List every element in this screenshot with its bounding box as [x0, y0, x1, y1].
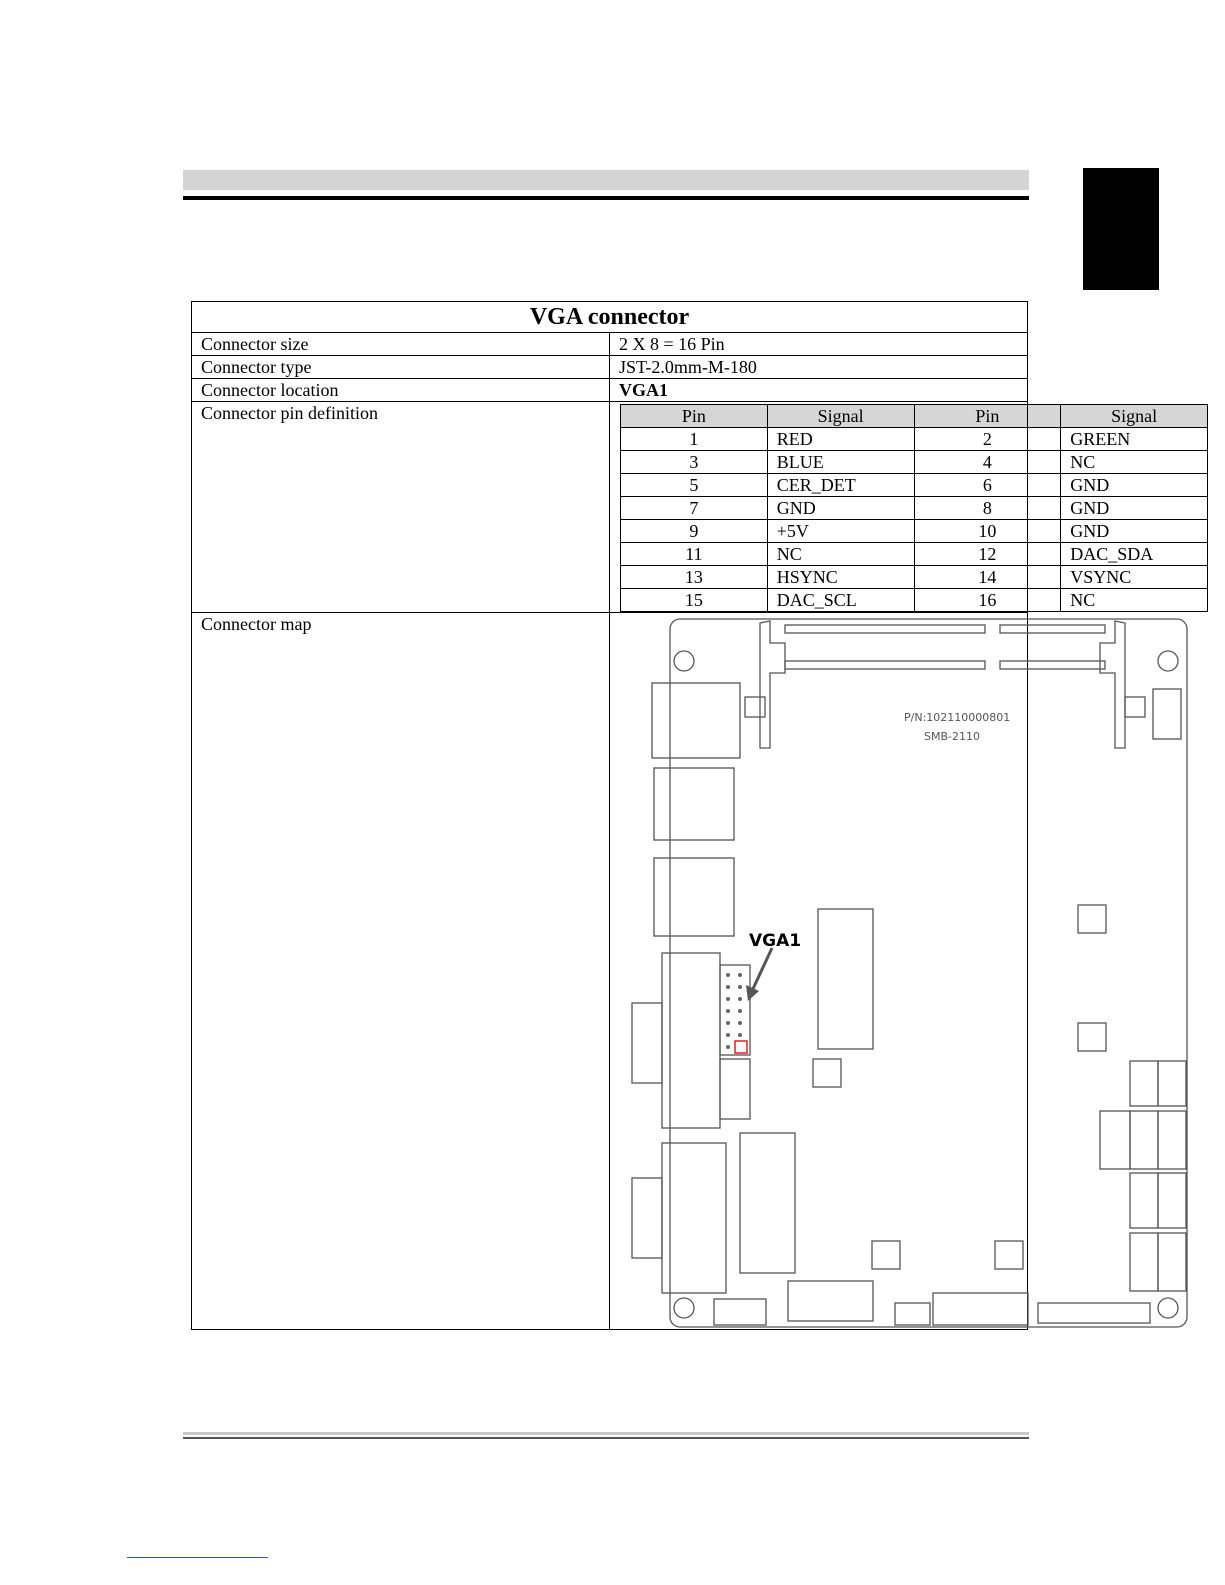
part-number-label: P/N:102110000801 [904, 711, 1011, 724]
pin-number: 4 [914, 451, 1061, 474]
header-block [1158, 1233, 1186, 1291]
pin-number: 9 [621, 520, 768, 543]
header-block [1158, 1061, 1186, 1106]
header-gray-bar [183, 170, 1029, 190]
sodimm-left-latch [760, 621, 785, 748]
mount-hole [1158, 651, 1178, 671]
sodimm-pins-top-left [785, 625, 985, 633]
value-connector-type: JST-2.0mm-M-180 [610, 356, 1028, 379]
row-connector-size [192, 333, 1028, 356]
pin-signal: DAC_SCL [767, 589, 914, 612]
dvi-flange [632, 1003, 662, 1083]
pin-signal: BLUE [767, 451, 914, 474]
pin-number: 8 [914, 497, 1061, 520]
board-outline [670, 619, 1187, 1327]
header-signal-a: Signal [767, 405, 914, 428]
mount-hole [674, 651, 694, 671]
vga1-header-lower [720, 1059, 750, 1119]
label-connector-location: Connector location [192, 379, 610, 402]
bottom-connector [895, 1303, 930, 1325]
pin-row [621, 566, 1208, 589]
header-block [1130, 1111, 1158, 1169]
model-label: SMB-2110 [924, 730, 980, 743]
header-block [1130, 1173, 1158, 1228]
value-connector-size: 2 X 8 = 16 Pin [610, 333, 1028, 356]
pin-signal: DAC_SDA [1061, 543, 1208, 566]
pin-signal: VSYNC [1061, 566, 1208, 589]
pin-table-header [621, 405, 1208, 428]
usb-stack [654, 768, 734, 840]
header-pin-b: Pin [914, 405, 1061, 428]
pin-signal: GREEN [1061, 428, 1208, 451]
pin-signal: GND [1061, 474, 1208, 497]
row-connector-type [192, 356, 1028, 379]
db-connector [662, 1143, 726, 1293]
pin1-highlight [735, 1041, 747, 1053]
pad [745, 697, 765, 717]
vga1-callout-label: VGA1 [749, 931, 802, 951]
pin-signal: +5V [767, 520, 914, 543]
pad [872, 1241, 900, 1269]
row-connector-map [192, 613, 1028, 1330]
label-connector-type: Connector type [192, 356, 610, 379]
label-connector-size: Connector size [192, 333, 610, 356]
header-block [1158, 1173, 1186, 1228]
pin-definition-cell [610, 402, 1158, 613]
label-connector-map [192, 613, 610, 1330]
pin-signal: HSYNC [767, 566, 914, 589]
pin-number: 3 [621, 451, 768, 474]
vga-connector-table [191, 301, 1158, 1330]
sodimm-pins-bottom-right [1000, 661, 1105, 669]
pad [813, 1059, 841, 1087]
dvi-connector [662, 953, 720, 1128]
pin-table [620, 404, 1208, 612]
pin-signal: CER_DET [767, 474, 914, 497]
pad [1078, 905, 1106, 933]
pad [1125, 697, 1145, 717]
pad [995, 1241, 1023, 1269]
pin-row [621, 497, 1208, 520]
connector-map-cell [610, 613, 1028, 1330]
pin-row [621, 589, 1208, 612]
footer-gray-rule [183, 1432, 1029, 1435]
minipcie-slot [818, 909, 873, 1049]
bottom-connector [1038, 1303, 1150, 1323]
pin-row [621, 543, 1208, 566]
pin-number: 14 [914, 566, 1061, 589]
pin-signal: NC [767, 543, 914, 566]
pin-number: 6 [914, 474, 1061, 497]
pin-row [621, 451, 1208, 474]
pin-number: 13 [621, 566, 768, 589]
pin-row [621, 520, 1208, 543]
pin-number: 16 [914, 589, 1061, 612]
db-flange [632, 1178, 662, 1258]
header-block [1130, 1233, 1158, 1291]
pad [1078, 1023, 1106, 1051]
label-pin-definition: Connector pin definition [192, 402, 610, 613]
pin-signal: NC [1061, 589, 1208, 612]
pin-row [621, 428, 1208, 451]
fan-header [1153, 689, 1181, 739]
pin-number: 11 [621, 543, 768, 566]
sodimm-pins-top-right [1000, 625, 1105, 633]
mount-hole [1158, 1298, 1178, 1318]
bottom-connector [788, 1281, 873, 1321]
sodimm-right-latch [1100, 621, 1125, 748]
vga1-pin-dots [726, 973, 742, 1049]
footer-link-underline [127, 1557, 268, 1558]
table-title: VGA connector [192, 302, 1028, 333]
chapter-tab-block [1083, 168, 1159, 290]
sodimm-pins-bottom-left [785, 661, 985, 669]
mount-hole [674, 1298, 694, 1318]
pin-signal: RED [767, 428, 914, 451]
board-diagram [610, 613, 1225, 1329]
rj45-port [652, 683, 740, 758]
pin-row [621, 474, 1208, 497]
minipcie-slot [740, 1133, 795, 1273]
callout-arrow [752, 948, 772, 991]
header-signal-b: Signal [1061, 405, 1208, 428]
bottom-connector [714, 1299, 766, 1325]
bottom-connector [933, 1293, 1028, 1325]
pin-number: 12 [914, 543, 1061, 566]
header-block [1100, 1111, 1130, 1169]
header-block [1158, 1111, 1186, 1169]
pin-signal: NC [1061, 451, 1208, 474]
pin-number: 7 [621, 497, 768, 520]
pin-number: 10 [914, 520, 1061, 543]
row-connector-location [192, 379, 1028, 402]
pin-number: 2 [914, 428, 1061, 451]
header-block [1130, 1061, 1158, 1106]
pin-signal: GND [767, 497, 914, 520]
row-pin-definition [192, 402, 1028, 613]
header-black-rule [183, 196, 1029, 200]
pin-number: 1 [621, 428, 768, 451]
pin-number: 5 [621, 474, 768, 497]
header-pin-a: Pin [621, 405, 768, 428]
usb-stack [654, 858, 734, 936]
pin-number: 15 [621, 589, 768, 612]
pin-signal: GND [1061, 520, 1208, 543]
connector-map-label: Connector map [201, 614, 312, 634]
value-connector-location: VGA1 [610, 379, 1028, 402]
pin-signal: GND [1061, 497, 1208, 520]
footer-dark-rule [183, 1437, 1029, 1439]
